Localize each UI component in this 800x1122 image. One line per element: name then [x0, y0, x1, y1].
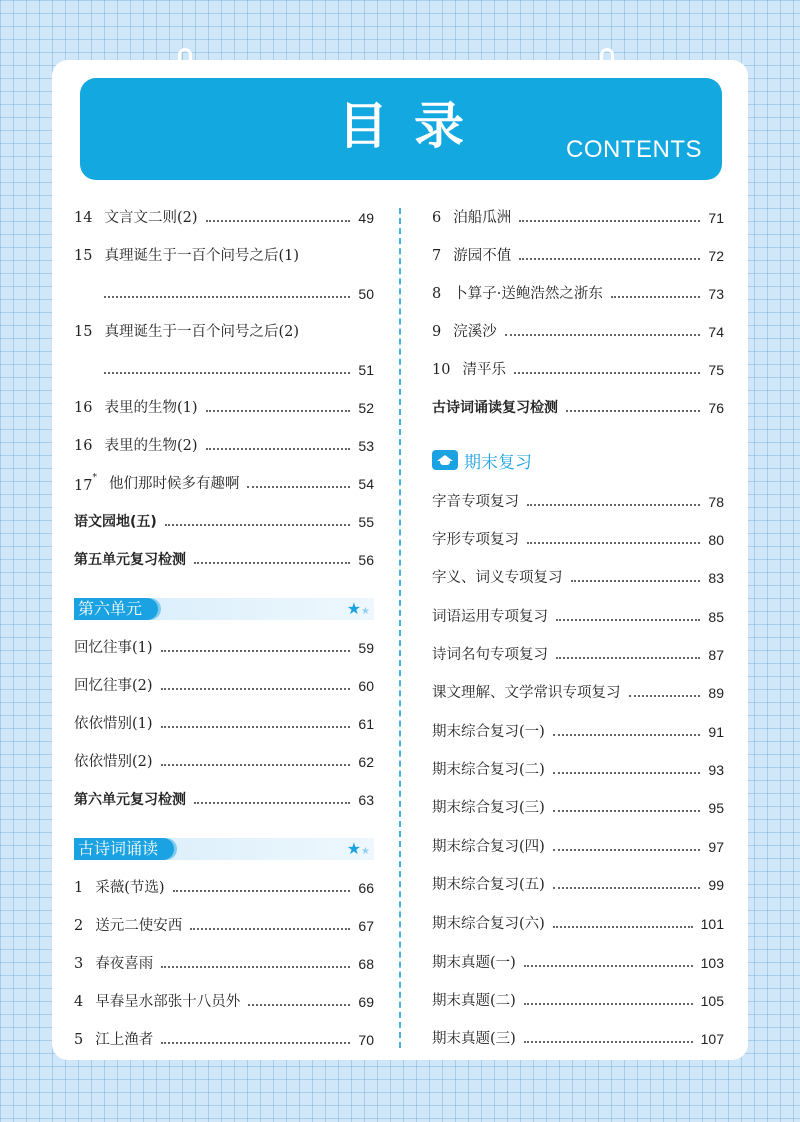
toc-entry[interactable]	[432, 681, 724, 705]
toc-entry[interactable]	[74, 244, 374, 268]
entry-page: 103	[700, 955, 724, 971]
entry-number: 14	[74, 210, 93, 226]
toc-entry[interactable]	[432, 951, 724, 975]
dot-leader	[248, 1004, 350, 1006]
dot-leader	[571, 580, 701, 582]
entry-title: 字形专项复习	[432, 532, 519, 548]
toc-entry[interactable]	[74, 396, 374, 420]
toc-entry[interactable]	[432, 720, 724, 744]
dot-leader	[161, 650, 351, 652]
entry-page: 49	[358, 210, 374, 226]
entry-page: 66	[358, 880, 374, 896]
entry-page: 52	[358, 400, 374, 416]
entry-title: 春夜喜雨	[95, 956, 154, 972]
entry-number	[74, 470, 97, 498]
entry-page: 68	[358, 956, 374, 972]
entry-title: 语文园地(五)	[74, 514, 157, 530]
optional-lesson-mark: *	[92, 473, 97, 484]
entry-page: 75	[708, 362, 724, 378]
entry-page: 85	[708, 609, 724, 625]
toc-entry[interactable]	[432, 244, 724, 268]
dot-leader	[161, 688, 351, 690]
entry-page: 56	[358, 552, 374, 568]
entry-page: 59	[358, 640, 374, 656]
entry-page: 95	[708, 800, 724, 816]
entry-title: 游园不值	[453, 248, 512, 264]
toc-entry[interactable]	[74, 636, 374, 660]
entry-page: 54	[358, 476, 374, 492]
dot-leader	[161, 1042, 350, 1044]
entry-title: 回忆往事(1)	[74, 640, 153, 656]
entry-title: 依依惜别(2)	[74, 754, 153, 770]
entry-number: 4	[74, 994, 84, 1010]
entry-title: 真理诞生于一百个问号之后(1)	[104, 248, 299, 264]
entry-title: 送元二使安西	[95, 918, 183, 934]
dot-leader	[556, 619, 700, 621]
dot-leader	[553, 849, 701, 851]
toc-entry[interactable]	[432, 796, 724, 820]
entry-title: 依依惜别(1)	[74, 716, 153, 732]
entry-number: 1	[74, 880, 84, 896]
toc-entry[interactable]	[432, 989, 724, 1013]
dot-leader	[524, 1041, 693, 1043]
toc-entry[interactable]	[74, 788, 374, 812]
page-subtitle: CONTENTS	[566, 136, 702, 163]
binder-ring-icon	[178, 48, 192, 74]
entry-number: 3	[74, 956, 84, 972]
dot-leader	[161, 764, 351, 766]
entry-number: 15	[74, 248, 93, 264]
entry-title: 字义、词义专项复习	[432, 570, 563, 586]
entry-page: 50	[358, 286, 374, 302]
entry-number: 2	[74, 918, 84, 934]
dot-leader	[206, 448, 351, 450]
entry-title: 他们那时候多有趣啊	[108, 476, 240, 492]
entry-number: 16	[74, 400, 93, 416]
dot-leader	[165, 524, 351, 526]
entry-title: 期末综合复习(二)	[432, 762, 545, 778]
entry-title: 期末综合复习(三)	[432, 800, 545, 816]
entry-page: 101	[700, 916, 724, 932]
entry-page: 62	[358, 754, 374, 770]
toc-entry[interactable]	[432, 282, 724, 306]
entry-title: 古诗词诵读复习检测	[432, 400, 558, 416]
entry-title: 诗词名句专项复习	[432, 647, 548, 663]
entry-number: 16	[74, 438, 93, 454]
entry-title: 浣溪沙	[453, 324, 497, 340]
dot-leader	[514, 372, 700, 374]
toc-entry[interactable]	[74, 472, 374, 496]
dot-leader	[524, 1003, 693, 1005]
dot-leader	[190, 928, 350, 930]
dot-leader	[629, 695, 701, 697]
entry-title: 课文理解、文学常识专项复习	[432, 685, 621, 701]
entry-page: 87	[708, 647, 724, 663]
section-label: 第六单元	[74, 598, 158, 620]
toc-entry[interactable]	[74, 434, 374, 458]
toc-entry[interactable]	[74, 674, 374, 698]
dot-leader	[206, 410, 351, 412]
entry-page: 93	[708, 762, 724, 778]
entry-title: 清平乐	[462, 362, 506, 378]
entry-page: 71	[708, 210, 724, 226]
star-icon: ★★	[346, 839, 370, 858]
entry-page: 67	[358, 918, 374, 934]
entry-title: 真理诞生于一百个问号之后(2)	[104, 324, 299, 340]
toc-entry[interactable]	[74, 952, 374, 976]
entry-page: 83	[708, 570, 724, 586]
entry-page: 72	[708, 248, 724, 264]
section-header-poems	[74, 838, 374, 860]
entry-title: 字音专项复习	[432, 494, 519, 510]
entry-title: 第六单元复习检测	[74, 792, 186, 808]
entry-page: 89	[708, 685, 724, 701]
entry-page: 55	[358, 514, 374, 530]
dot-leader	[519, 258, 700, 260]
toc-entry[interactable]	[74, 206, 374, 230]
entry-page: 105	[700, 993, 724, 1009]
dot-leader	[104, 372, 350, 374]
entry-number-value: 17	[74, 477, 93, 494]
toc-entry[interactable]	[432, 873, 724, 897]
entry-title: 期末真题(三)	[432, 1031, 516, 1047]
dot-leader	[104, 296, 350, 298]
entry-number: 5	[74, 1032, 84, 1048]
entry-page: 76	[708, 400, 724, 416]
entry-title: 期末真题(二)	[432, 993, 516, 1009]
column-divider	[399, 208, 401, 1048]
entry-page: 107	[700, 1031, 724, 1047]
toc-entry[interactable]	[432, 396, 724, 420]
dot-leader	[519, 220, 700, 222]
page-title: 目录	[338, 97, 490, 155]
entry-title: 文言文二则(2)	[104, 210, 198, 226]
entry-page: 51	[358, 362, 374, 378]
binder-ring-icon	[600, 48, 614, 74]
dot-leader	[553, 734, 701, 736]
toc-entry[interactable]	[432, 643, 724, 667]
entry-title: 期末综合复习(五)	[432, 877, 545, 893]
dot-leader	[553, 926, 693, 928]
toc-entry-continued[interactable]	[74, 282, 374, 306]
toc-entry[interactable]	[74, 914, 374, 938]
dot-leader	[194, 802, 350, 804]
entry-title: 期末综合复习(六)	[432, 916, 545, 932]
toc-entry[interactable]	[74, 548, 374, 572]
entry-title: 江上渔者	[95, 1032, 154, 1048]
entry-title: 期末综合复习(一)	[432, 724, 545, 740]
toc-entry[interactable]	[432, 758, 724, 782]
entry-title: 卜算子·送鲍浩然之浙东	[453, 286, 603, 302]
dot-leader	[611, 296, 701, 298]
entry-page: 91	[708, 724, 724, 740]
section-header-unit6	[74, 598, 374, 620]
toc-entry[interactable]	[432, 912, 724, 936]
entry-page: 99	[708, 877, 724, 893]
toc-entry[interactable]	[74, 712, 374, 736]
dot-leader	[527, 542, 700, 544]
graduation-cap-icon	[432, 450, 458, 470]
dot-leader	[524, 965, 693, 967]
entry-title: 词语运用专项复习	[432, 609, 548, 625]
dot-leader	[553, 887, 701, 889]
entry-page: 60	[358, 678, 374, 694]
entry-page: 73	[708, 286, 724, 302]
entry-page: 69	[358, 994, 374, 1010]
toc-entry[interactable]	[432, 206, 724, 230]
entry-page: 97	[708, 839, 724, 855]
entry-number: 15	[74, 324, 93, 340]
entry-page: 74	[708, 324, 724, 340]
entry-title: 泊船瓜洲	[453, 210, 512, 226]
entry-title: 采薇(节选)	[95, 880, 165, 896]
entry-page: 80	[708, 532, 724, 548]
toc-entry[interactable]	[74, 750, 374, 774]
entry-page: 78	[708, 494, 724, 510]
entry-title: 早春呈水部张十八员外	[95, 994, 241, 1010]
entry-page: 61	[358, 716, 374, 732]
dot-leader	[194, 562, 350, 564]
section-header-final-review	[432, 446, 532, 474]
toc-entry[interactable]	[432, 320, 724, 344]
dot-leader	[173, 890, 351, 892]
dot-leader	[161, 966, 350, 968]
entry-title: 期末真题(一)	[432, 955, 516, 971]
toc-entry[interactable]	[432, 605, 724, 629]
dot-leader	[556, 657, 700, 659]
entry-page: 53	[358, 438, 374, 454]
toc-entry[interactable]	[74, 990, 374, 1014]
toc-entry[interactable]	[74, 1028, 374, 1052]
toc-entry[interactable]	[432, 1027, 724, 1051]
toc-entry[interactable]	[74, 510, 374, 534]
entry-number: 7	[432, 248, 442, 264]
dot-leader	[553, 772, 701, 774]
toc-entry[interactable]	[432, 528, 724, 552]
section-label: 期末复习	[464, 452, 532, 473]
entry-number: 10	[432, 362, 451, 378]
toc-entry[interactable]	[432, 566, 724, 590]
toc-entry[interactable]	[432, 835, 724, 859]
dot-leader	[553, 810, 701, 812]
toc-entry[interactable]	[74, 876, 374, 900]
entry-page: 70	[358, 1032, 374, 1048]
dot-leader	[527, 504, 700, 506]
star-icon: ★★	[346, 599, 370, 618]
toc-entry-continued[interactable]	[74, 358, 374, 382]
entry-title: 回忆往事(2)	[74, 678, 153, 694]
contents-card	[52, 60, 748, 1060]
dot-leader	[505, 334, 701, 336]
dot-leader	[566, 410, 700, 412]
dot-leader	[206, 220, 351, 222]
entry-title: 表里的生物(1)	[104, 400, 198, 416]
entry-title: 表里的生物(2)	[104, 438, 198, 454]
entry-title: 期末综合复习(四)	[432, 839, 545, 855]
contents-header	[80, 78, 722, 180]
dot-leader	[247, 486, 350, 488]
entry-number: 6	[432, 210, 442, 226]
entry-title: 第五单元复习检测	[74, 552, 186, 568]
toc-entry[interactable]	[74, 320, 374, 344]
entry-number: 8	[432, 286, 442, 302]
entry-number: 9	[432, 324, 442, 340]
toc-entry[interactable]	[432, 358, 724, 382]
section-label: 古诗词诵读	[74, 838, 174, 860]
dot-leader	[161, 726, 351, 728]
toc-entry[interactable]	[432, 490, 724, 514]
entry-page: 63	[358, 792, 374, 808]
